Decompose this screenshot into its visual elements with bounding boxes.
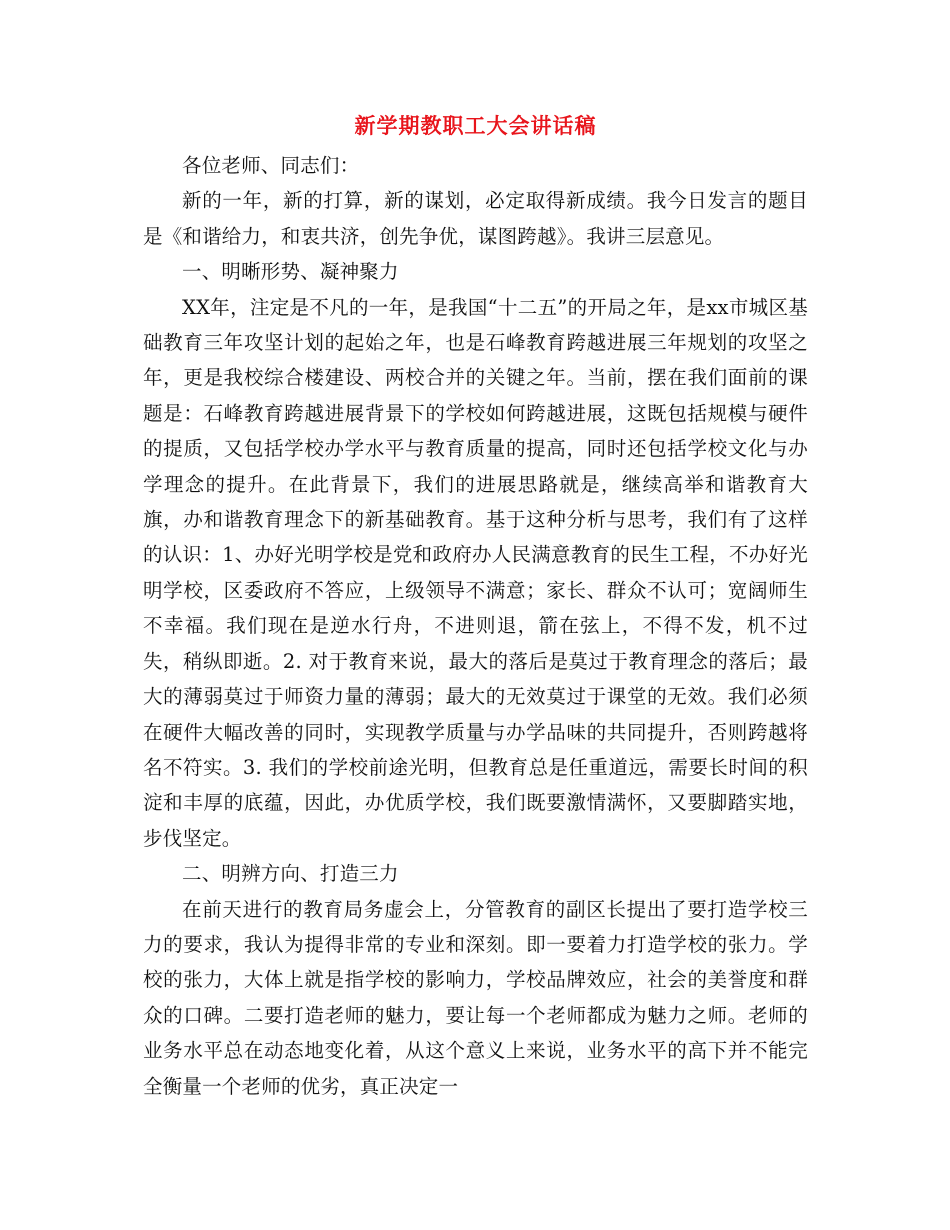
salutation: 各位老师、同志们： [182,154,360,177]
paragraph-section-1: XX年，注定是不凡的一年，是我国“十二五”的开局之年，是xx市城区基础教育三年攻坚计划的起始之年，也是石峰教育跨越进展三年规划的攻坚之年，更是我校综合楼建设、两校合并的关键之年。当前，摆在我们面前的课题是：石峰教育跨越进展背景下的学校如何跨越进展，这既包括规模与硬件的提质，又包括学校办学水平与教育质量的提高，同时还包括学校文化与办学理念的提升。在此背景下，我们的进展思路就是，继续高举和谐教育大旗，办和谐教育理念下的新基础教育。基于这种分析与思考，我们有了这样的认识：1、办好光明学校是党和政府办人民满意教育的民生工程，不办好光明学校，区委政府不答应，上级领导不满意；家长、群众不认可；宽阔师生不幸福。我们现在是逆水行舟，不进则退，箭在弦上，不得不发，机不过失，稍纵即逝。2. 对于教育来说，最大的落后是莫过于教育理念的落后；最大的薄弱莫过于师资力量的薄弱；最大的无效莫过于课堂的无效。我们必须在硬件大幅改善的同时，实现教学质量与办学品味的共同提升，否则跨越将名不符实。3. 我们的学校前途光明，但教育总是任重道远，需要长时间的积淀和丰厚的底蕴，因此，办优质学校，我们既要激情满怀，又要脚踏实地，步伐坚定。 [143,295,808,850]
paragraph-section-2: 在前天进行的教育局务虚会上，分管教育的副区长提出了要打造学校三力的要求，我认为提得非常的专业和深刻。即一要着力打造学校的张力。学校的张力，大体上就是指学校的影响力，学校品牌效应，社会的美誉度和群众的口碑。二要打造老师的魅力，要让每一个老师都成为魅力之师。老师的业务水平总在动态地变化着，从这个意义上来说，业务水平的高下并不能完全衡量一个老师的优劣，真正决定一 [143,897,808,1098]
paragraph-intro: 新的一年，新的打算，新的谋划，必定取得新成绩。我今日发言的题目是《和谐给力，和衷共济，创先争优，谋图跨越》。我讲三层意见。 [143,189,808,248]
section-heading-2: 二、明辨方向、打造三力 [182,862,399,886]
document-page [143,108,808,1104]
section-heading-1: 一、明晰形势、凝神聚力 [182,260,399,284]
document-title: 新学期教职工大会讲话稿 [354,113,597,138]
